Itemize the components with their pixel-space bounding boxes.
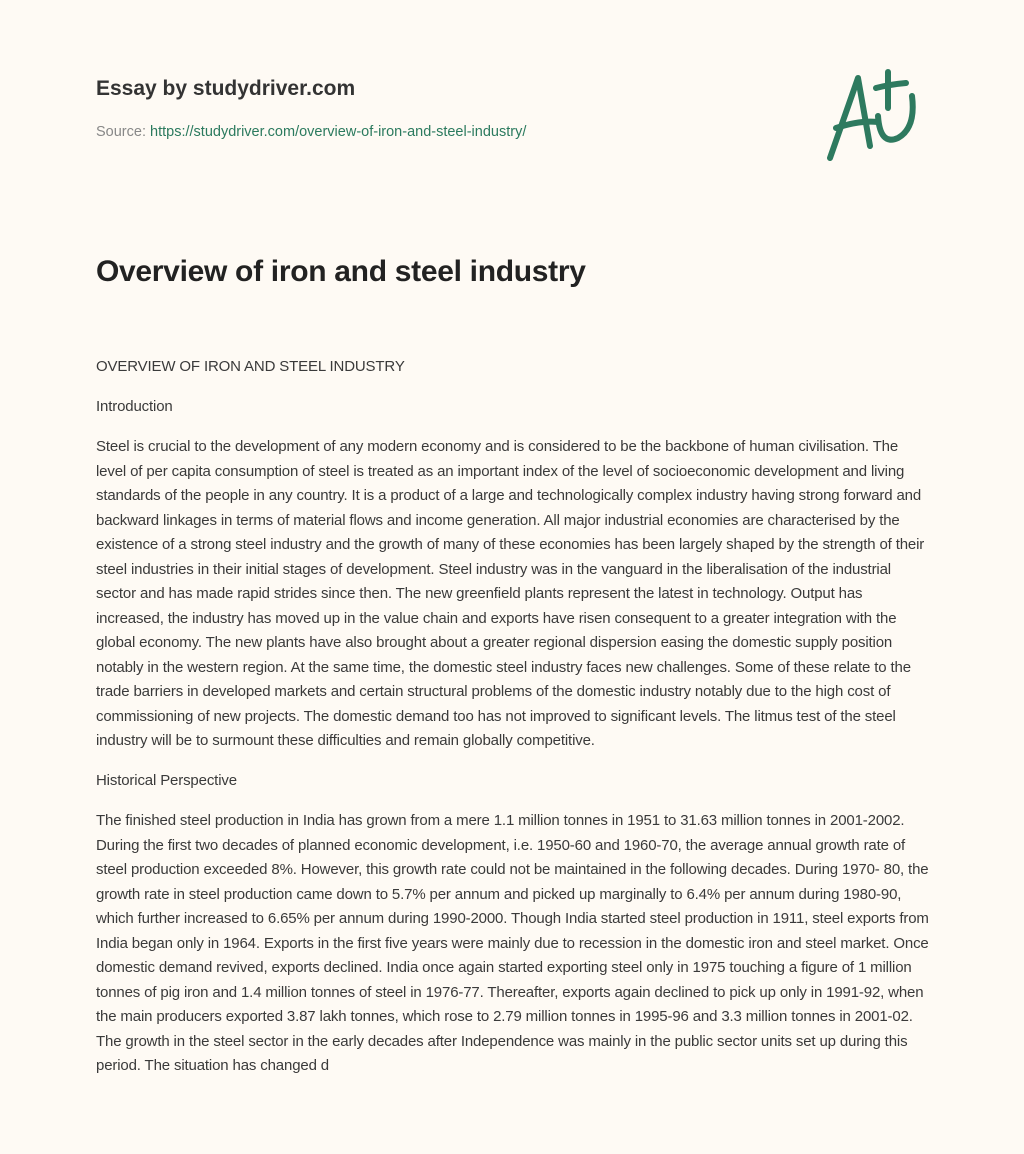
a-plus-logo-icon	[820, 66, 930, 166]
section-heading-historical: Historical Perspective	[96, 772, 237, 789]
essay-heading: OVERVIEW OF IRON AND STEEL INDUSTRY	[96, 358, 405, 375]
essay-body	[96, 355, 932, 1094]
source-label: Source:	[96, 124, 146, 140]
page-title: Overview of iron and steel industry	[96, 255, 586, 288]
source-line	[96, 124, 526, 140]
introduction-paragraph: Steel is crucial to the development of any modern economy and is considered to be the backbone of human civilisation. The level of per capita consumption of steel is treated as an important index of the level of socioeconomic development and living standards of the people in any country. It is a product of a large and technologically complex industry having strong forward and backward linkages in terms of material flows and income generation. All major industrial economies are characterised by the existence of a strong steel industry and the growth of many of these economies has been largely shaped by the strength of their steel industries in their initial stages of development. Steel industry was in the vanguard in the liberalisation of the industrial sector and has made rapid strides since then. The new greenfield plants represent the latest in technology. Output has increased, the industry has moved up in the value chain and exports have risen consequent to a greater integration with the global economy. The new plants have also brought about a greater regional dispersion easing the domestic supply position notably in the western region. At the same time, the domestic steel industry faces new challenges. Some of these relate to the trade barriers in developed markets and certain structural problems of the domestic industry notably due to the high cost of commissioning of new projects. The domestic demand too has not improved to significant levels. The litmus test of the steel industry will be to surmount these difficulties and remain globally competitive.	[96, 438, 925, 749]
historical-paragraph: The finished steel production in India has grown from a mere 1.1 million tonnes in 1951 to 31.63 million tonnes in 2001-2002. During the first two decades of planned economic development, i.e. 1950-60 and 1960-70, the average annual growth rate of steel production exceeded 8%. However, this growth rate could not be maintained in the following decades. During 1970- 80, the growth rate in steel production came down to 5.7% per annum and picked up marginally to 6.4% per annum during 1980-90, which further increased to 6.65% per annum during 1990-2000. Though India started steel production in 1911, steel exports from India began only in 1964. Exports in the first five years were mainly due to recession in the domestic iron and steel market. Once domestic demand revived, exports declined. India once again started exporting steel only in 1975 touching a figure of 1 million tonnes of pig iron and 1.4 million tonnes of steel in 1976-77. Thereafter, exports again declined to pick up only in 1991-92, when the main producers exported 3.87 lakh tonnes, which rose to 2.79 million tonnes in 1995-96 and 3.3 million tonnes in 2001-02. The growth in the steel sector in the early decades after Independence was mainly in the public sector units set up during this period. The situation has changed d	[96, 812, 929, 1074]
site-brand: Essay by studydriver.com	[96, 77, 356, 100]
source-link[interactable]: https://studydriver.com/overview-of-iron-and-steel-industry/	[150, 124, 527, 140]
section-heading-introduction: Introduction	[96, 398, 173, 415]
